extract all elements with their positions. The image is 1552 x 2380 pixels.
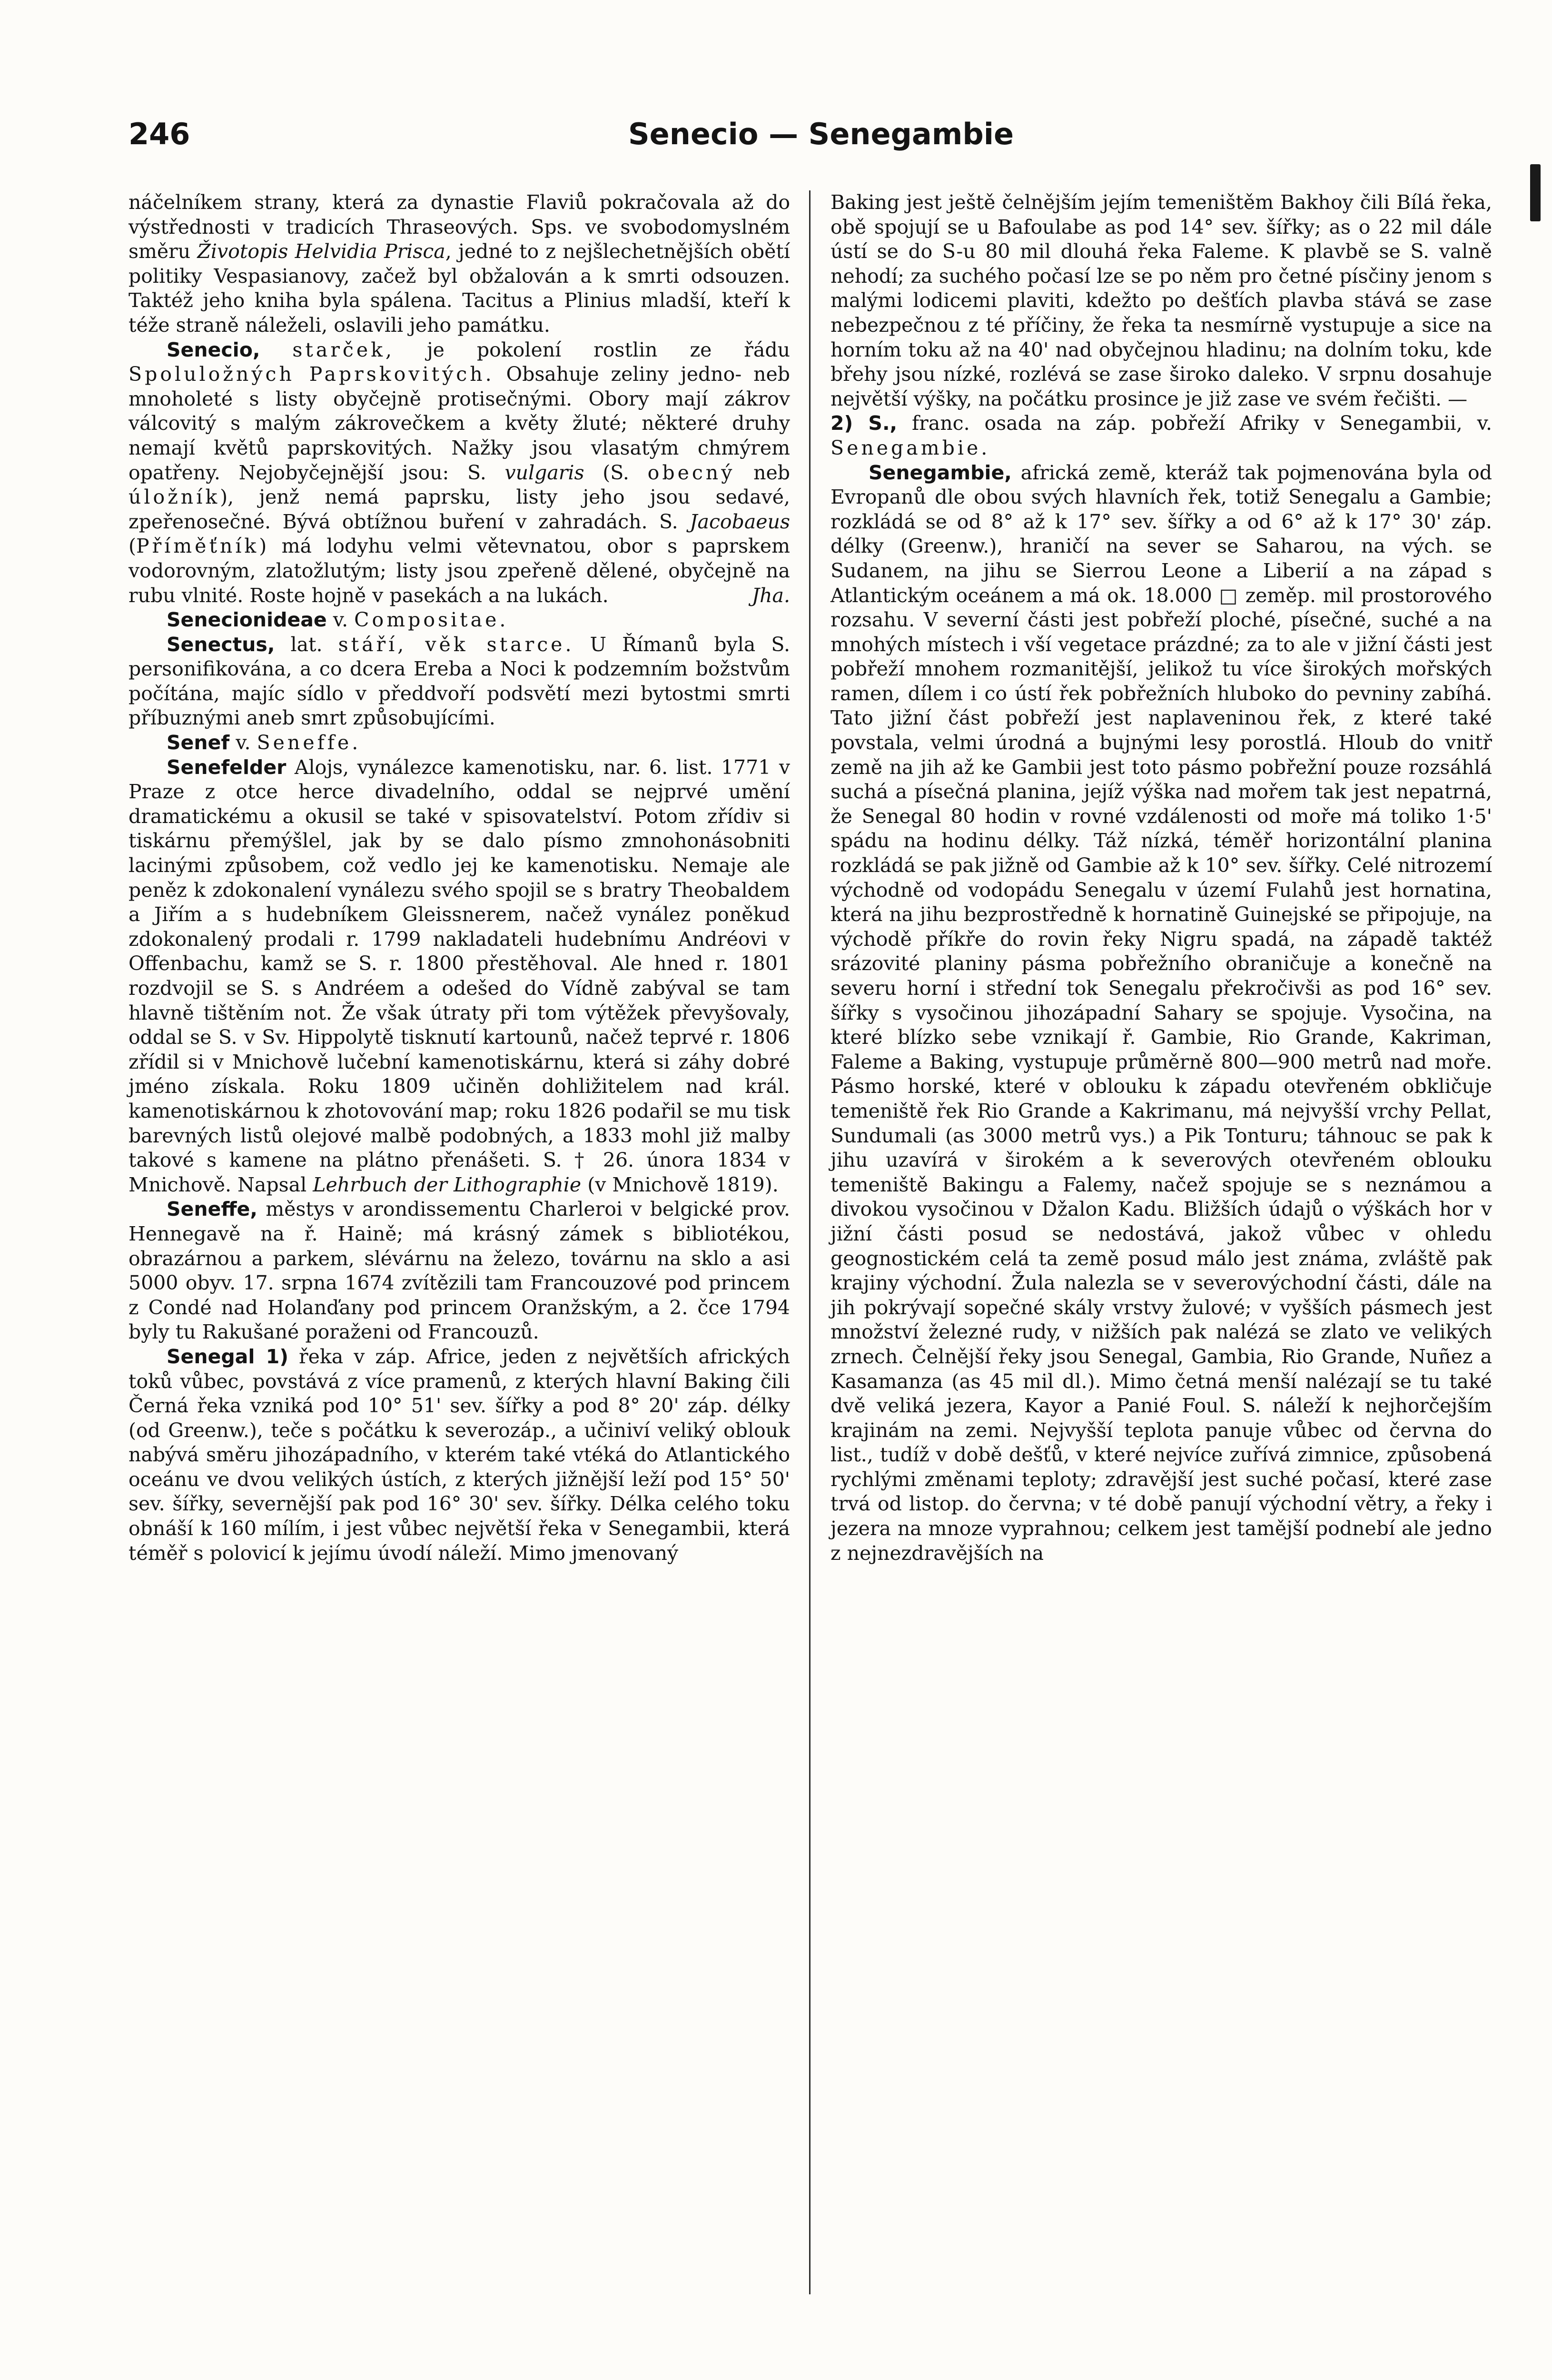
- running-head: Senecio — Senegambie: [628, 117, 1014, 151]
- right-column: [830, 190, 1492, 1566]
- headword-senecio: Senecio,: [167, 338, 260, 361]
- entry-senegal-2: 2) S., franc. osada na záp. pobřeží Afriky v Senegambii, v. Senegambie.: [830, 412, 1492, 459]
- headword-seneffe: Seneffe,: [167, 1198, 257, 1221]
- entry-senecionideae: Senecionideae v. Compositae.: [167, 608, 509, 632]
- headword-senegal: Senegal 1): [167, 1345, 288, 1368]
- entry-senegal: Senegal 1) řeka v záp. Africe, jeden z největších afrických toků vůbec, povstává z více pramenů, z kterých hlavní Baking čili Černá řeka vzniká pod 10° 51' sev. šířky a pod 8° 20' záp. délky (od Greenw.), teče s počátku k severozáp., a učiniví veliký oblouk nabývá směru jihozápadního, v kterém také vtéká do Atlantického oceánu ve dvou velikých ústích, z kterých jižnější leží pod 15° 50' sev. šířky, severnější pak pod 16° 30' sev. šířky. Délka celého toku obnáší k 160 mílím, i jest vůbec největší řeka v Senegambii, která téměř s polovicí k jejímu úvodí náleží. Mimo jmenovaný: [129, 1345, 790, 1565]
- headword-senegal-2: 2) S.,: [830, 412, 898, 435]
- entry-senef: Senef v. Seneffe.: [167, 731, 361, 754]
- column-divider: [809, 190, 811, 2294]
- page-header: [129, 117, 1014, 159]
- paragraph-seneca-continuation: náčelníkem strany, která za dynastie Flaviů pokračovala až do výstřednosti v tradicích Thraseových. Sps. ve svobodomyslném směru Životopis Helvidia Prisca, jedné to z nejšlechetnějších obětí politiky Vespasianovy, začež byl obžalován a k smrti odsouzen. Taktéž jeho kniha byla spálena. Tacitus a Plinius mladší, kteří k téže straně náleželi, oslavili jeho památku.: [129, 191, 790, 337]
- headword-senefelder: Senefelder: [167, 755, 287, 779]
- left-column: [129, 190, 790, 1566]
- headword-senegambie: Senegambie,: [869, 461, 1012, 484]
- entry-senectus: Senectus, lat. stáří, věk starce. U Římanů byla S. personifikována, a co dcera Ereba a Noci k podzemním božstvům počítána, majíc sídlo v předdvoří podsvětí mezi bytostmi smrti příbuznými aneb smrt způsobujícími.: [129, 633, 790, 730]
- entry-senefelder: Senefelder Alojs, vynálezce kamenotisku, nar. 6. list. 1771 v Praze z otce herce divadelního, oddal se nejprvé umění dramatickému a okusil se také v spisovatelství. Potom zřídiv si tiskárnu přemýšlel, jak by se dalo písmo zmnohonásobniti lacinými způsobem, což vedlo jej ke kamenotisku. Nemaje ale peněz k zdokonalení vynálezu svého spojil se s bratry Theobaldem a Jiřím a s hudebníkem Gleissnerem, načež vynález poněkud zdokonalený prodali r. 1799 nakladateli hudebnímu Andréovi v Offenbachu, kamž se S. r. 1800 přestěhoval. Ale hned r. 1801 rozdvojil se S. s Andréem a odešed do Vídně zabýval se tam hlavně tištěním not. Že však útraty při tom výtěžek převyšovaly, oddal se S. v Sv. Hippolytě tisknutí kartounů, načež teprvé r. 1806 zřídil si v Mnichově lučební kamenotiskárnu, která si záhy dobré jméno získala. Roku 1809 učiněn dohližitelem nad král. kamenotiskárnou k zhotovování map; roku 1826 podařil se mu tisk barevných listů olejové malbě podobných, a 1833 mohl již malby takové s kamene na plátno přenášeti. S. † 26. února 1834 v Mnichově. Napsal Lehrbuch der Lithographie (v Mnichově 1819).: [129, 755, 790, 1196]
- headword-senef: Senef: [167, 731, 230, 754]
- page-number: 246: [129, 117, 190, 151]
- headword-senecionideae: Senecionideae: [167, 608, 327, 632]
- page-edge-mark: [1530, 164, 1541, 221]
- headword-senectus: Senectus,: [167, 633, 275, 656]
- paragraph-senegal-continuation: Baking jest ještě čelnějším jejím temeništěm Bakhoy čili Bílá řeka, obě spojují se u Bafoulabe as pod 14° sev. šířky; as o 22 mil dále ústí se do S-u 80 mil dlouhá řeka Faleme. K plavbě se S. valně nehodí; za suchého počasí lze se po něm pro četné písčiny jenom s malými lodicemi plaviti, kdežto po dešťích plavba stává se zase nebezpečnou z té příčiny, že řeka ta nesmírně vystupuje a sice na horním toku až na 40' nad obyčejnou hladinu; na dolním toku, kde břehy jsou nízké, rozlévá se zase široko daleko. V srpnu dosahuje největší výšky, na počátku prosince je již zase ve svém řečišti. —: [830, 191, 1492, 410]
- author-initials: Jha.: [751, 584, 790, 607]
- entry-senecio: Senecio, starček, je pokolení rostlin ze řádu Spoluložných Paprskovitých. Obsahuje zeliny jedno- neb mnoholeté s listy obyčejně protisečnými. Obory mají zákrov válcovitý s malým zákrovečkem a květy žluté; některé druhy nemají květů paprskovitých. Nažky jsou vlasatým chmýrem opatřeny. Nejobyčejnější jsou: S. vulgaris (S. obecný neb úložník), jenž nemá paprsku, listy jeho jsou sedavé, zpeřenosečné. Bývá obtížnou buření v zahradách. S. Jacobaeus (Příměťník) má lodyhu velmi větevnatou, obor s paprskem vodorovným, zlatožlutým; listy jsou zpeřeně dělené, obyčejně na rubu vlnité. Roste hojně v pasekách a na lukách. Jha.: [129, 338, 790, 608]
- entry-senegambie: Senegambie, africká země, kteráž tak pojmenována byla od Evropanů dle obou svých hlavních řek, totiž Senegalu a Gambie; rozkládá se od 8° až k 17° sev. šířky a od 6° až k 17° 30' záp. délky (Greenw.), hraničí na sever se Saharou, na vých. se Sudanem, na jihu se Sierrou Leone a Liberií a na západ s Atlantickým oceánem a má ok. 18.000 □ zeměp. mil prostorového rozsahu. V severní části jest pobřeží ploché, písečné, suché a na mnohých místech i vší vegetace prázdné; za to ale v jižní části jest pobřeží mnohem rozmanitější, jelikož tu více širokých mořských ramen, dílem i co ústí řek pobřežních hluboko do pevniny zabíhá. Tato jižní část pobřeží jest naplaveninou řek, z které také povstala, velmi úrodná a bujnými lesy porostlá. Hloub do vnitř země na jih až ke Gambii jest toto pásmo pobřežní pouze rozsáhlá suchá a písečná planina, jejíž výška nad mořem tak jest nepatrná, že Senegal 80 hodin v rovné vzdálenosti od moře má toliko 1·5' spádu na hodinu délky. Táž nízká, téměř horizontální planina rozkládá se pak jižně od Gambie až k 10° sev. šířky. Celé nitrozemí východně od vodopádu Senegalu v území Fulahů jest hornatina, která na jihu bezprostředně k hornatině Guinejské se připojuje, na východě příkře do rovin řeky Nigru spadá, na západě taktéž srázovité planiny pásma pobřežního obraničuje a konečně na severu horní i střední tok Senegalu překročivši as pod 16° sev. šířky s vysočinou jihozápadní Sahary se spojuje. Vysočina, na které blízko sebe vznikají ř. Gambie, Rio Grande, Kakriman, Faleme a Baking, vystupuje průměrně 800—900 metrů nad moře. Pásmo horské, které v oblouku k západu otevřeném obkličuje temeniště řek Rio Grande a Kakrimanu, má nejvyšší vrchy Pellat, Sundumali (as 3000 metrů vys.) a Pik Tonturu; táhnouc se pak k jihu uzavírá v širokém a k severových otevřeném oblouku temeniště Bakingu a Falemy, načež spojuje se s neznámou a divokou vysočinou v Džalon Kadu. Bližších údajů o výškách hor v jižní části posud se nedostává, jakož vůbec v ohledu geognostickém celá ta země posud málo jest známa, zvláště pak krajiny východní. Žula nalezla se v severovýchodní části, dále na jih pokrývají sopečné skály vrstvy žulové; v vyšších pásmech jest množství železné rudy, v nižších pak nalézá se zlato ve velikých zrnech. Čelnější řeky jsou Senegal, Gambia, Rio Grande, Nuñez a Kasamanza (as 45 mil dl.). Mimo četná menší nalézají se tu také dvě veliká jezera, Kayor a Panié Foul. S. náleží k nejhorčejším krajinám na zemi. Nejvyšší teplota panuje vůbec od června do list., tudíž v době dešťů, v které nejvíce zuřívá zimnice, způsobená rychlými změnami teploty; zdravější jest suché počasí, které zase trvá od listop. do června; v té době panují východní větry, a řeky i jezera na mnoze vyprahnou; celkem jest tamější podnebí ale jedno z nejnezdravějších na: [830, 461, 1492, 1565]
- entry-seneffe: Seneffe, městys v arondissementu Charleroi v belgické prov. Hennegavě na ř. Haině; má krásný zámek s bibliotékou, obrazárnou a parkem, slévárnu na železo, továrnu na sklo a asi 5000 obyv. 17. srpna 1674 zvítězili tam Francouzové pod princem z Condé nad Holanďany pod princem Oranžským, a 2. čce 1794 byly tu Rakušané poraženi od Francouzů.: [129, 1198, 790, 1344]
